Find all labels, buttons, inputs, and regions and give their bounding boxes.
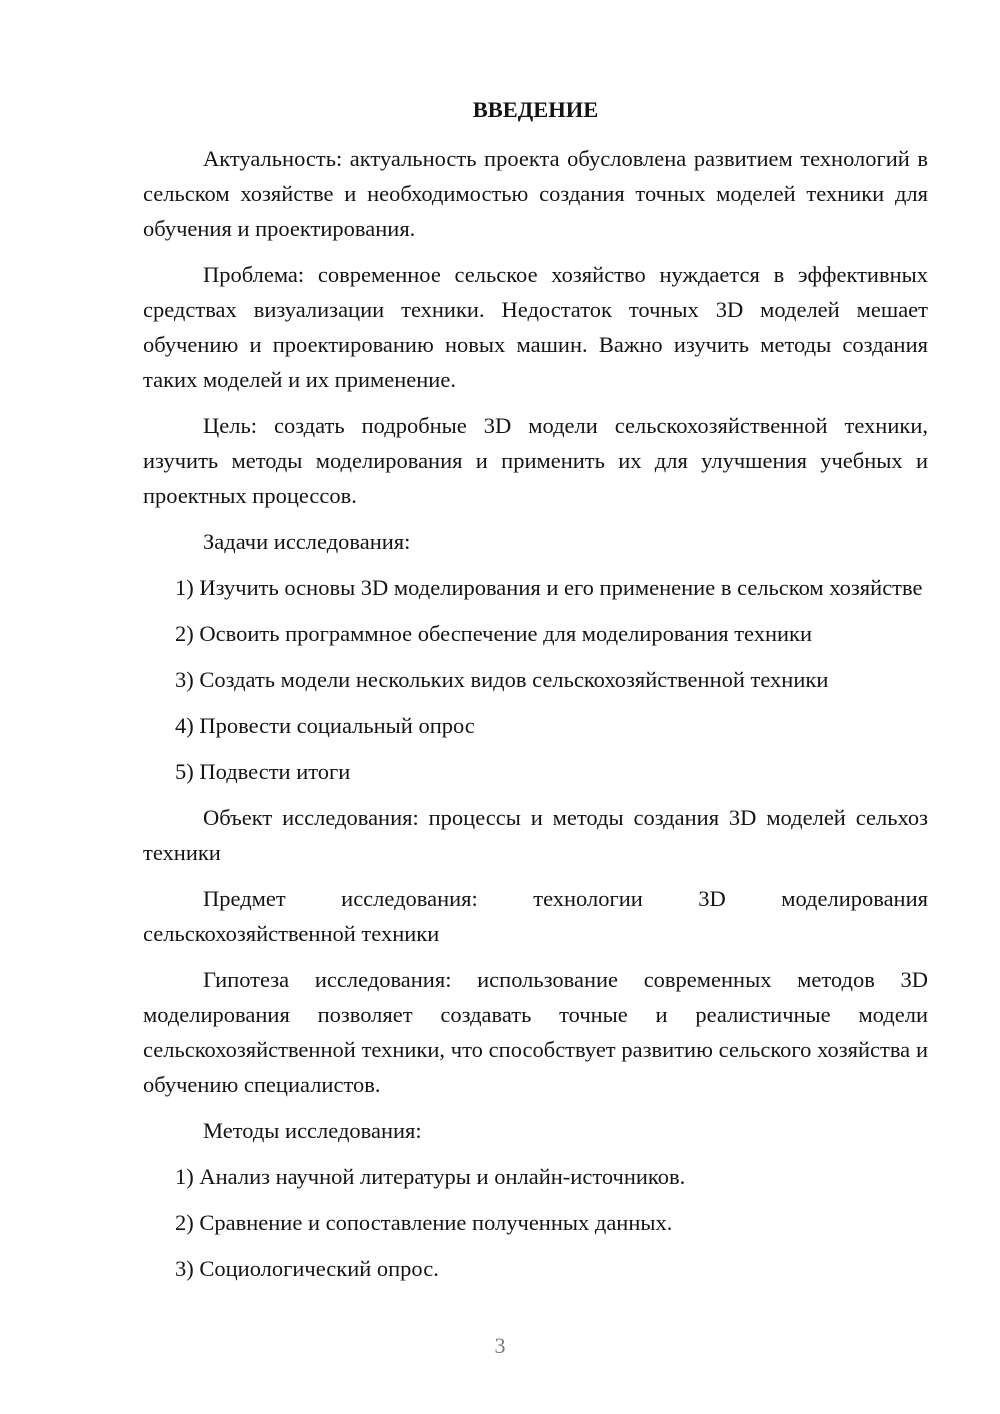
- problem-paragraph: Проблема: современное сельское хозяйство нуждается в эффективных средствах визуализации техники. Недостаток точных 3D моделей мешает обучению и проектированию новых машин. Важно изучить методы создания таких моделей и их применение.: [143, 262, 928, 392]
- tasks-heading: Задачи исследования:: [203, 529, 411, 554]
- hypothesis-paragraph: Гипотеза исследования: использование современных методов 3D моделирования позволяет создавать точные и реалистичные модели сельскохозяйственной техники, что способствует развитию сельского хозяйства и обучению специалистов.: [143, 967, 928, 1097]
- goal-paragraph: Цель: создать подробные 3D модели сельскохозяйственной техники, изучить методы моделирования и применить их для улучшения учебных и проектных процессов.: [143, 413, 928, 508]
- object-paragraph: Объект исследования: процессы и методы создания 3D моделей сельхоз техники: [143, 805, 928, 865]
- task-item-5: 5) Подвести итоги: [175, 759, 351, 784]
- document-page: [143, 90, 928, 1297]
- methods-heading: Методы исследования:: [203, 1118, 422, 1143]
- task-item-3: 3) Создать модели нескольких видов сельскохозяйственной техники: [175, 667, 829, 692]
- subject-paragraph: Предмет исследования: технологии 3D моделирования сельскохозяйственной техники: [143, 886, 928, 946]
- page-title: ВВЕДЕНИЕ: [472, 97, 599, 122]
- task-item-4: 4) Провести социальный опрос: [175, 713, 475, 738]
- page-number: 3: [494, 1333, 506, 1358]
- relevance-paragraph: Актуальность: актуальность проекта обусловлена развитием технологий в сельском хозяйстве и необходимостью создания точных моделей техники для обучения и проектирования.: [143, 146, 928, 241]
- method-item-2: 2) Сравнение и сопоставление полученных данных.: [175, 1210, 673, 1235]
- method-item-1: 1) Анализ научной литературы и онлайн-источников.: [175, 1164, 686, 1189]
- method-item-3: 3) Социологический опрос.: [175, 1256, 439, 1281]
- task-item-2: 2) Освоить программное обеспечение для моделирования техники: [175, 621, 813, 646]
- task-item-1: 1) Изучить основы 3D моделирования и его применение в сельском хозяйстве: [175, 575, 923, 600]
